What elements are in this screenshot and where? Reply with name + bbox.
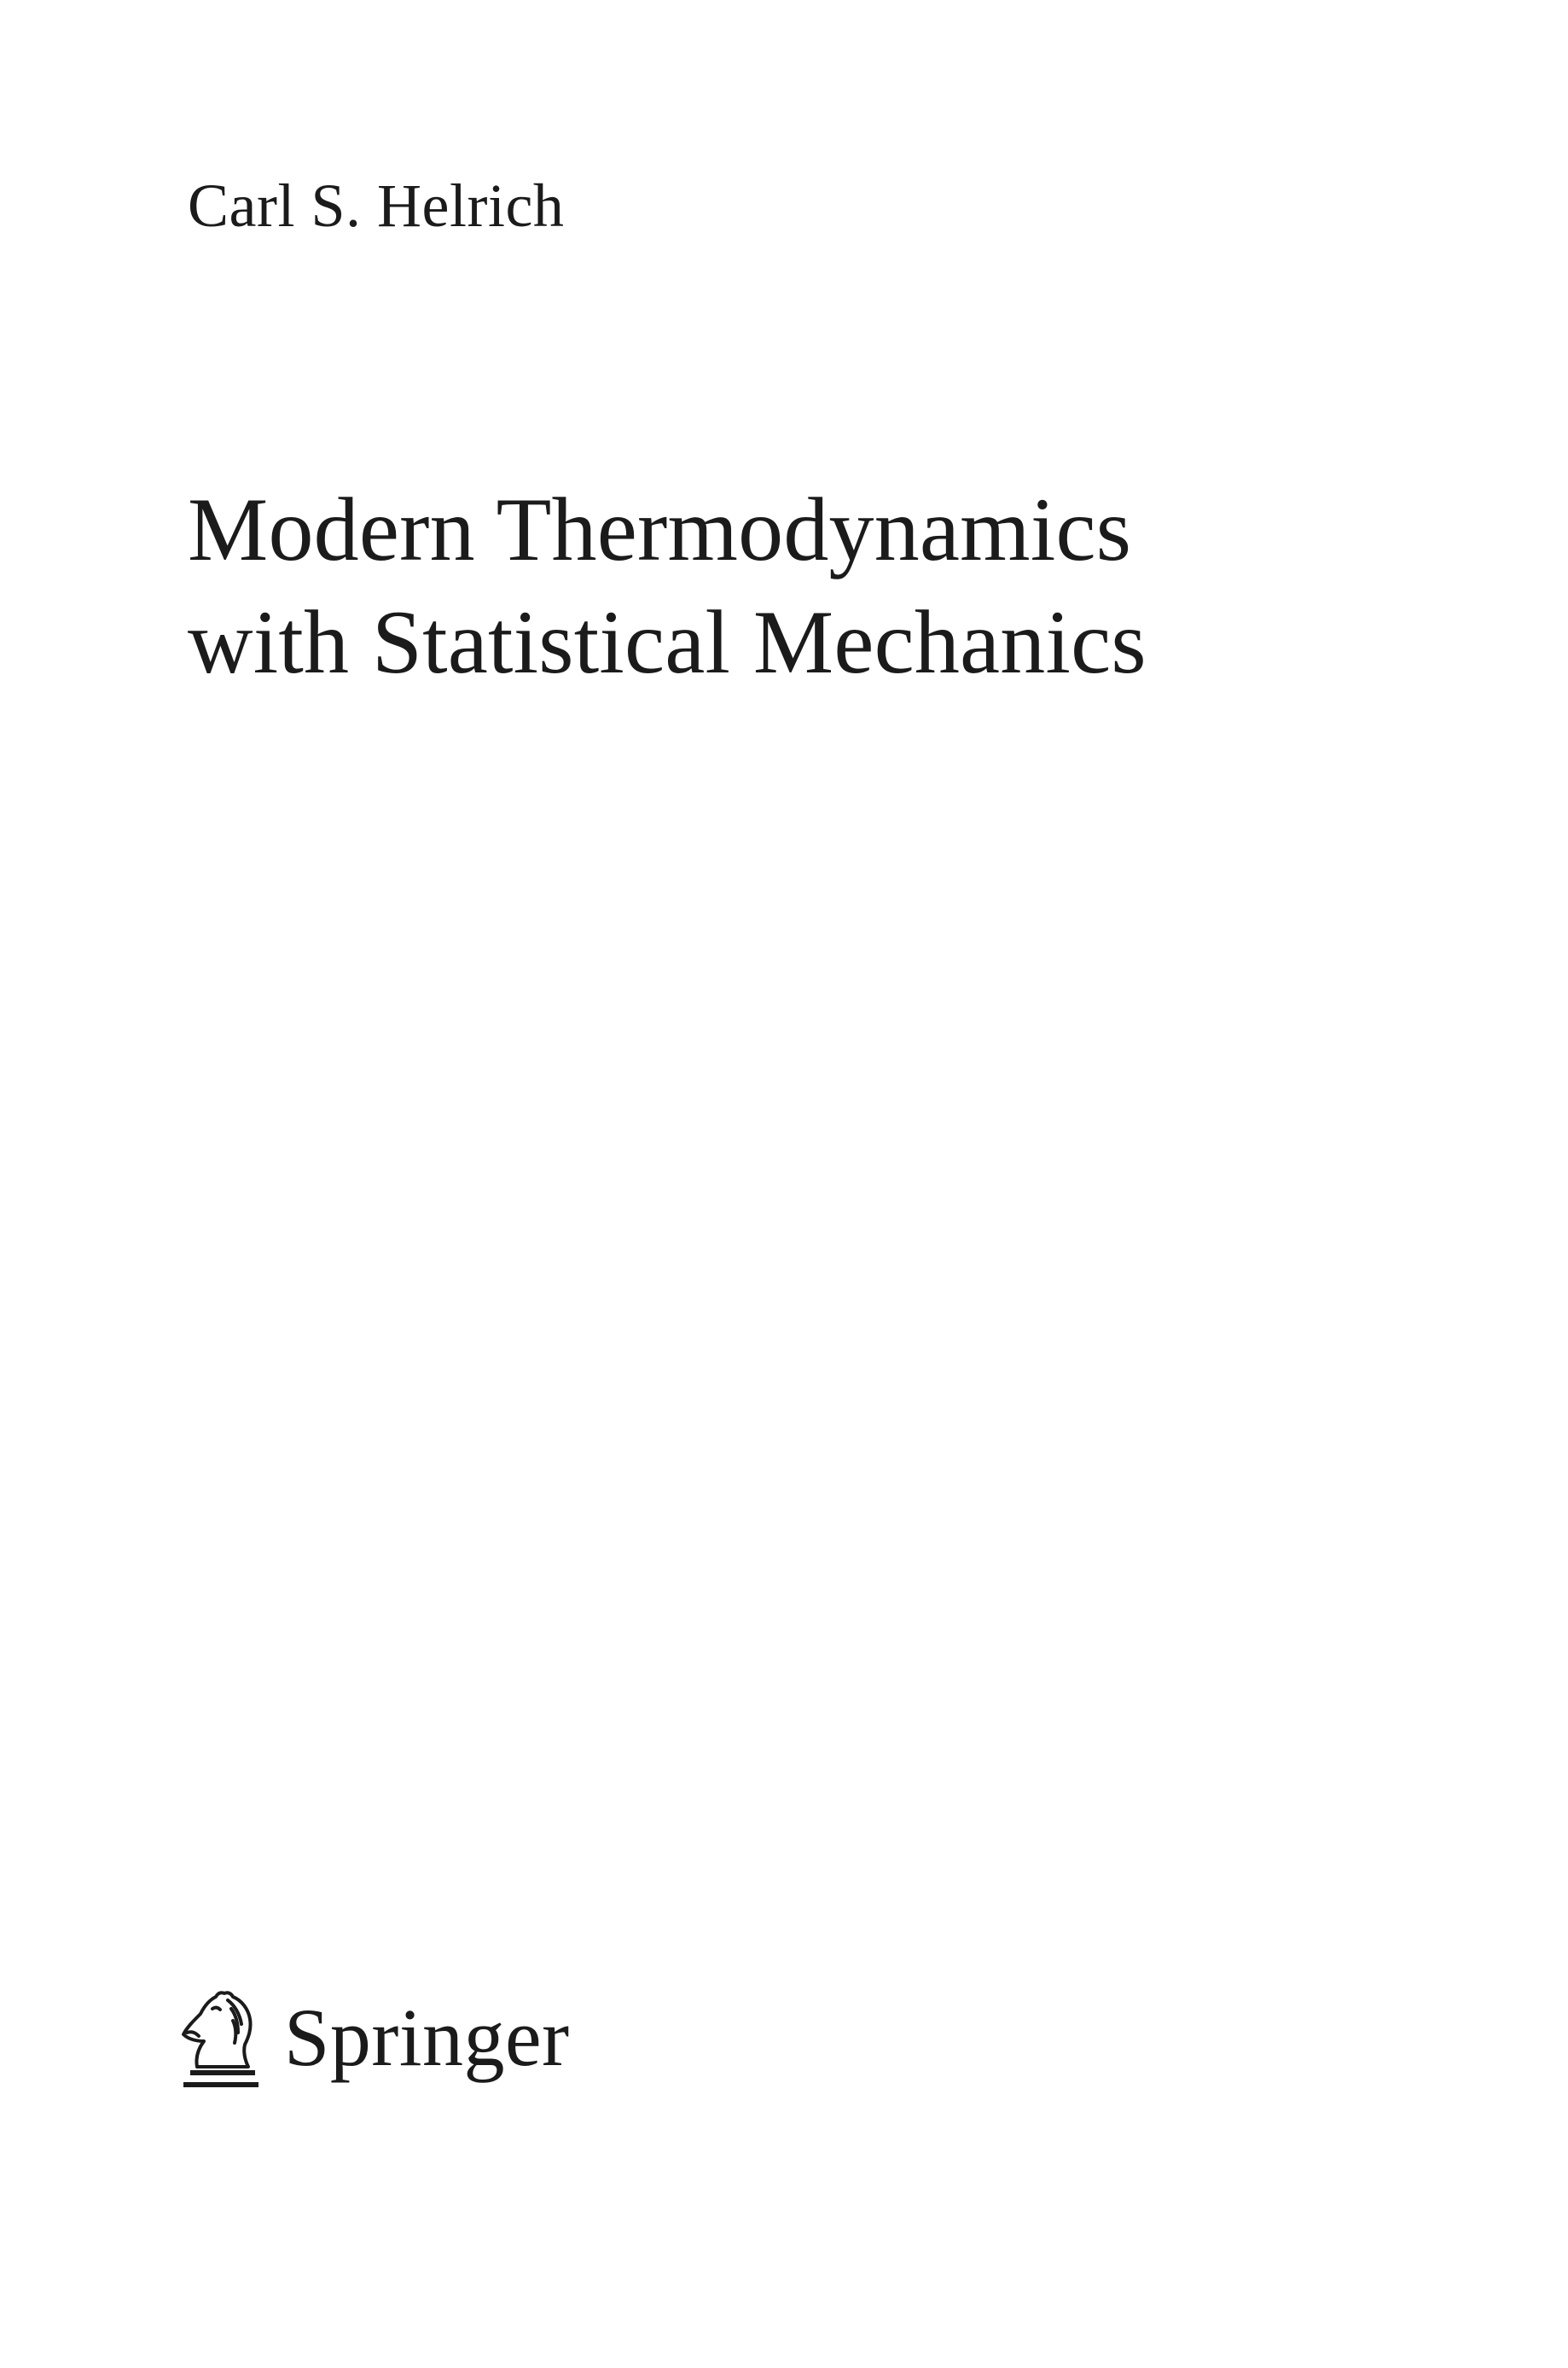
author-name: Carl S. Helrich [188,172,565,240]
book-title-line-2: with Statistical Mechanics [188,592,1147,692]
book-title-line-1: Modern Thermodynamics [188,480,1132,579]
springer-knight-icon [175,1988,264,2092]
publisher-name: Springer [284,1992,570,2083]
book-title [188,474,1147,699]
publisher-imprint [175,1988,570,2099]
